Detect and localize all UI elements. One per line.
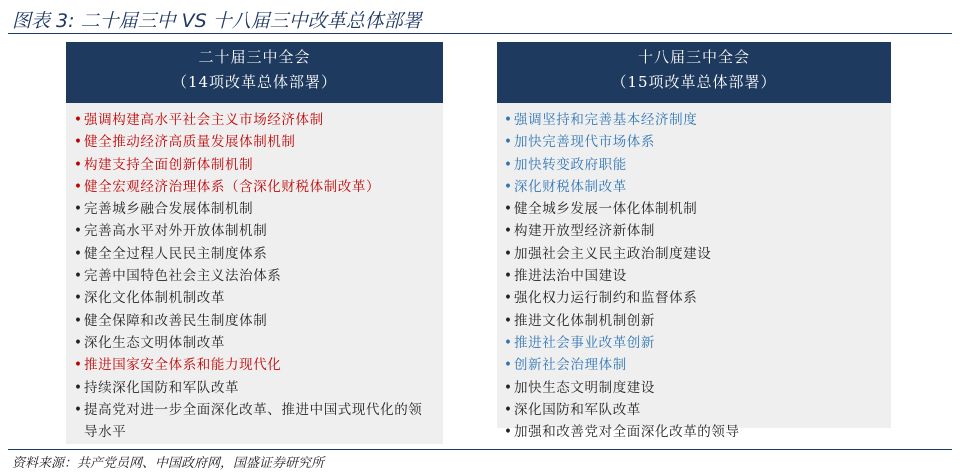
list-item (74, 220, 431, 242)
bullet-icon: • (74, 290, 83, 307)
list-item-text: 持续深化国防和军队改革 (84, 379, 240, 396)
right-panel-header (497, 42, 891, 103)
bullet-icon: • (504, 334, 513, 351)
list-item-text: 健全全过程人民民主制度体系 (84, 245, 268, 262)
bullet-icon: • (504, 134, 513, 151)
list-item (504, 198, 881, 220)
bullet-icon: • (74, 201, 83, 218)
list-item-text: 推进法治中国建设 (514, 268, 627, 285)
list-item-text: 构建开放型经济新体制 (514, 223, 655, 240)
list-item (504, 377, 881, 399)
list-item-text: 构建支持全面创新体制机制 (84, 156, 254, 173)
list-item (74, 109, 431, 131)
list-item (504, 399, 881, 421)
list-item (74, 377, 431, 399)
bullet-icon: • (74, 312, 83, 329)
bullet-icon: • (74, 134, 83, 151)
bullet-icon: • (504, 112, 513, 128)
list-item-text: 强调坚持和完善基本经济制度 (514, 112, 698, 128)
title-divider (8, 33, 952, 34)
list-item-text: 加强社会主义民主政治制度建设 (514, 245, 712, 262)
list-item (74, 176, 431, 198)
list-item (504, 154, 881, 176)
list-item-text: 深化国防和军队改革 (514, 401, 641, 418)
list-item-text: 推进社会事业改革创新 (514, 334, 655, 351)
list-item (504, 310, 881, 332)
right-panel-subheading: （15项改革总体部署） (611, 73, 777, 91)
list-item-text: 推进国家安全体系和能力现代化 (84, 357, 282, 374)
list-item-text: 健全推动经济高质量发展体制机制 (84, 134, 296, 151)
list-item-text: 深化生态文明体制改革 (84, 334, 225, 351)
list-item (74, 310, 431, 332)
bullet-icon: • (504, 379, 513, 396)
list-item-text: 完善高水平对外开放体制机制 (84, 223, 268, 240)
bullet-icon: • (74, 401, 83, 418)
list-item-text: 强化权力运行制约和监督体系 (514, 290, 698, 307)
list-item (74, 131, 431, 153)
bullet-icon: • (74, 156, 83, 173)
bullet-icon: • (504, 245, 513, 262)
right-panel (497, 42, 891, 441)
bullet-icon: • (504, 357, 513, 374)
list-item-text: 创新社会治理体制 (514, 357, 627, 374)
list-item-text: 加快生态文明制度建设 (514, 379, 655, 396)
bullet-icon: • (74, 223, 83, 240)
list-item-text: 提高党对进一步全面深化改革、推进中国式现代化的领导水平 (84, 401, 423, 441)
list-item (504, 354, 881, 376)
list-item-text: 健全宏观经济治理体系（含深化财税体制改革） (84, 178, 381, 195)
figure-title: 图表 3: 二十届三中 VS 十八届三中改革总体部署 (12, 10, 422, 32)
bullet-icon: • (504, 178, 513, 195)
list-item (504, 220, 881, 242)
list-item (504, 332, 881, 354)
list-item-text: 健全城乡发展一体化体制机制 (514, 201, 698, 218)
bullet-icon: • (74, 112, 83, 128)
left-panel-heading: 二十届三中全会 (198, 48, 311, 66)
bullet-icon: • (74, 178, 83, 195)
bullet-icon: • (74, 245, 83, 262)
list-item-text: 加快完善现代市场体系 (514, 134, 655, 151)
list-item (504, 287, 881, 309)
right-panel-list (497, 103, 891, 443)
bullet-icon: • (504, 156, 513, 173)
bottom-divider (8, 449, 952, 450)
left-panel-subheading: （14项改革总体部署） (171, 73, 338, 91)
bullet-icon: • (504, 290, 513, 307)
list-item (504, 131, 881, 153)
bullet-icon: • (74, 357, 83, 374)
list-item (504, 265, 881, 287)
bullet-icon: • (74, 379, 83, 396)
bullet-icon: • (74, 334, 83, 351)
source-note: 资料来源：共产党员网、中国政府网，国盛证券研究所 (12, 456, 325, 471)
list-item (74, 198, 431, 220)
list-item (74, 332, 431, 354)
list-item-text: 深化文化体制机制改革 (84, 290, 225, 307)
bullet-icon: • (504, 312, 513, 329)
list-item (74, 399, 431, 444)
bullet-icon: • (504, 201, 513, 218)
list-item-text: 强调构建高水平社会主义市场经济体制 (84, 112, 324, 128)
list-item (504, 176, 881, 198)
list-item-text: 健全保障和改善民生制度体制 (84, 312, 268, 329)
list-item (74, 287, 431, 309)
left-panel-list (66, 103, 443, 443)
left-panel (66, 42, 443, 444)
list-item-text: 推进文化体制机制创新 (514, 312, 655, 329)
list-item (504, 421, 881, 443)
bullet-icon: • (504, 401, 513, 418)
bullet-icon: • (504, 268, 513, 285)
bullet-icon: • (504, 424, 513, 441)
left-panel-header (66, 42, 443, 103)
list-item-text: 完善城乡融合发展体制机制 (84, 201, 254, 218)
right-panel-heading: 十八届三中全会 (637, 48, 750, 66)
list-item (504, 243, 881, 265)
bullet-icon: • (74, 268, 83, 285)
list-item-text: 完善中国特色社会主义法治体系 (84, 268, 282, 285)
list-item (74, 265, 431, 287)
list-item (74, 243, 431, 265)
list-item (74, 354, 431, 376)
list-item-text: 加快转变政府职能 (514, 156, 627, 173)
list-item-text: 深化财税体制改革 (514, 178, 627, 195)
bullet-icon: • (504, 223, 513, 240)
list-item-text: 加强和改善党对全面深化改革的领导 (514, 424, 740, 441)
list-item (504, 109, 881, 131)
list-item (74, 154, 431, 176)
